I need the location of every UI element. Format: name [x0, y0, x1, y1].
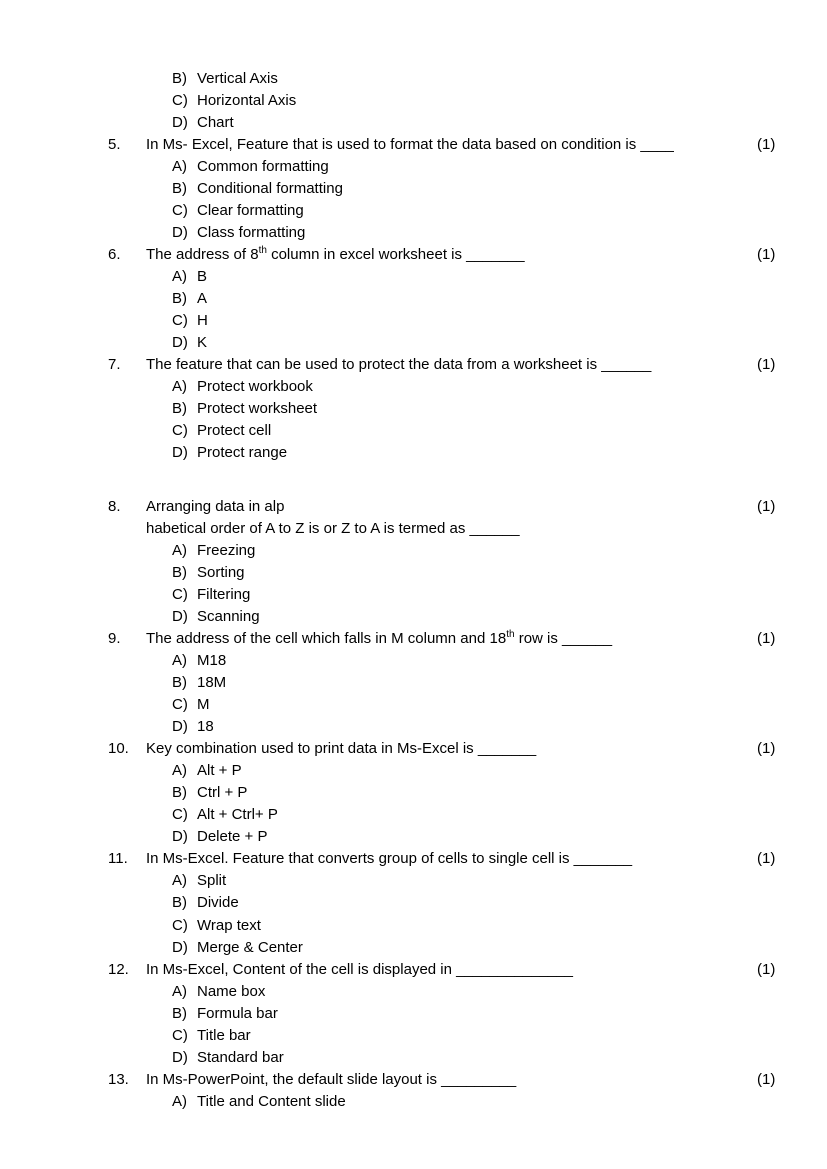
option-text: Wrap text — [197, 917, 261, 934]
option-letter: A) — [172, 872, 187, 889]
option-letter: B) — [172, 70, 187, 87]
option-letter: A) — [172, 652, 187, 669]
question-marks: (1) — [757, 740, 776, 757]
option-letter: D) — [172, 828, 188, 845]
option-row — [0, 981, 827, 1003]
question-marks: (1) — [757, 1071, 776, 1088]
option-text: Ctrl + P — [197, 784, 248, 801]
option-text: Protect workbook — [197, 378, 313, 395]
option-text: Conditional formatting — [197, 180, 343, 197]
option-text: Clear formatting — [197, 202, 304, 219]
option-text: Delete + P — [197, 828, 268, 845]
option-text: Formula bar — [197, 1005, 278, 1022]
option-row — [0, 540, 827, 562]
option-text: Chart — [197, 114, 234, 131]
option-row — [0, 870, 827, 892]
option-row — [0, 1025, 827, 1047]
option-letter: B) — [172, 400, 187, 417]
option-letter: C) — [172, 1027, 188, 1044]
question-text: The address of 8th column in excel worksheet is _______ — [146, 245, 525, 263]
question-number: 8. — [108, 498, 121, 515]
option-text: Vertical Axis — [197, 70, 278, 87]
option-row — [0, 310, 827, 332]
option-row — [0, 760, 827, 782]
option-row — [0, 672, 827, 694]
option-text: Protect worksheet — [197, 400, 318, 417]
question-row — [0, 959, 827, 981]
option-letter: D) — [172, 444, 188, 461]
option-row — [0, 376, 827, 398]
question-row — [0, 628, 827, 650]
question-number: 7. — [108, 356, 121, 373]
option-letter: B) — [172, 290, 187, 307]
option-letter: D) — [172, 224, 188, 241]
option-row — [0, 782, 827, 804]
option-text: Filtering — [197, 586, 251, 603]
superscript: th — [506, 629, 515, 640]
question-row — [0, 1069, 827, 1091]
option-row — [0, 420, 827, 442]
option-letter: A) — [172, 1093, 187, 1110]
question-marks: (1) — [757, 850, 776, 867]
option-row — [0, 1047, 827, 1069]
question-text: In Ms-Excel. Feature that converts group of cells to single cell is _______ — [146, 850, 633, 867]
question-row — [0, 496, 827, 518]
option-row — [0, 332, 827, 354]
option-letter: B) — [172, 784, 187, 801]
option-letter: A) — [172, 983, 187, 1000]
option-text: K — [197, 334, 208, 351]
option-text: Standard bar — [197, 1049, 284, 1066]
question-text: The feature that can be used to protect the data from a worksheet is ______ — [146, 356, 652, 373]
question-text: In Ms- Excel, Feature that is used to format the data based on condition is ____ — [146, 136, 674, 153]
question-marks: (1) — [757, 961, 776, 978]
option-text: Name box — [197, 983, 266, 1000]
option-letter: B) — [172, 564, 187, 581]
option-text: Class formatting — [197, 224, 306, 241]
question-number: 6. — [108, 246, 121, 263]
option-letter: B) — [172, 894, 187, 911]
question-number: 9. — [108, 630, 121, 647]
question-marks: (1) — [757, 246, 776, 263]
option-letter: C) — [172, 696, 188, 713]
question-text: Arranging data in alp — [146, 498, 285, 515]
option-text: Protect range — [197, 444, 288, 461]
option-text: Common formatting — [197, 158, 329, 175]
question-marks: (1) — [757, 136, 776, 153]
option-text: Alt + P — [197, 762, 242, 779]
option-letter: A) — [172, 378, 187, 395]
option-letter: C) — [172, 422, 188, 439]
question-number: 5. — [108, 136, 121, 153]
option-row — [0, 694, 827, 716]
question-text: In Ms-Excel, Content of the cell is displayed in ______________ — [146, 961, 573, 978]
question-text: The address of the cell which falls in M column and 18th row is ______ — [146, 629, 613, 647]
question-text-line2: habetical order of A to Z is or Z to A is termed as ______ — [146, 520, 520, 537]
option-text: M18 — [197, 652, 227, 669]
option-row — [0, 937, 827, 959]
option-row — [0, 804, 827, 826]
question-row — [0, 244, 827, 266]
option-letter: D) — [172, 608, 188, 625]
option-letter: A) — [172, 268, 187, 285]
option-text: Alt + Ctrl+ P — [197, 806, 278, 823]
option-row — [0, 606, 827, 628]
question-row — [0, 134, 827, 156]
option-letter: D) — [172, 718, 188, 735]
option-letter: B) — [172, 180, 187, 197]
question-row — [0, 738, 827, 760]
option-row — [0, 1091, 827, 1113]
option-letter: A) — [172, 158, 187, 175]
option-letter: A) — [172, 762, 187, 779]
question-text: Key combination used to print data in Ms-Excel is _______ — [146, 740, 537, 757]
carry-option — [0, 112, 827, 134]
option-text: M — [197, 696, 210, 713]
option-text: Merge & Center — [197, 939, 303, 956]
option-letter: C) — [172, 806, 188, 823]
option-letter: C) — [172, 917, 188, 934]
option-row — [0, 266, 827, 288]
option-text: Divide — [197, 894, 239, 911]
option-letter: B) — [172, 1005, 187, 1022]
option-text: Horizontal Axis — [197, 92, 297, 109]
option-text: Freezing — [197, 542, 256, 559]
question-continuation — [0, 518, 827, 540]
option-row — [0, 288, 827, 310]
option-text: 18M — [197, 674, 227, 691]
option-letter: D) — [172, 1049, 188, 1066]
option-letter: D) — [172, 114, 188, 131]
option-row — [0, 178, 827, 200]
option-letter: A) — [172, 542, 187, 559]
question-number: 10. — [108, 740, 129, 757]
option-text: Title and Content slide — [197, 1093, 346, 1110]
question-number: 12. — [108, 961, 129, 978]
question-text: In Ms-PowerPoint, the default slide layout is _________ — [146, 1071, 517, 1088]
option-text: B — [197, 268, 208, 285]
option-text: A — [197, 290, 208, 307]
option-letter: D) — [172, 334, 188, 351]
question-number: 13. — [108, 1071, 129, 1088]
option-row — [0, 1003, 827, 1025]
option-row — [0, 442, 827, 464]
option-letter: C) — [172, 586, 188, 603]
option-row — [0, 892, 827, 914]
question-row — [0, 848, 827, 870]
superscript: th — [258, 245, 267, 256]
option-text: Split — [197, 872, 227, 889]
question-row — [0, 354, 827, 376]
option-letter: C) — [172, 312, 188, 329]
option-row — [0, 716, 827, 738]
option-row — [0, 915, 827, 937]
option-text: Protect cell — [197, 422, 272, 439]
option-letter: B) — [172, 674, 187, 691]
option-row — [0, 156, 827, 178]
carry-option — [0, 68, 827, 90]
option-text: Sorting — [197, 564, 245, 581]
option-row — [0, 200, 827, 222]
carry-option — [0, 90, 827, 112]
question-marks: (1) — [757, 498, 776, 515]
option-text: H — [197, 312, 208, 329]
option-text: Title bar — [197, 1027, 251, 1044]
option-letter: D) — [172, 939, 188, 956]
question-number: 11. — [108, 850, 128, 867]
option-row — [0, 584, 827, 606]
option-text: 18 — [197, 718, 214, 735]
option-letter: C) — [172, 92, 188, 109]
question-marks: (1) — [757, 630, 776, 647]
option-row — [0, 562, 827, 584]
option-row — [0, 826, 827, 848]
option-text: Scanning — [197, 608, 260, 625]
option-row — [0, 650, 827, 672]
option-letter: C) — [172, 202, 188, 219]
question-marks: (1) — [757, 356, 776, 373]
option-row — [0, 222, 827, 244]
option-row — [0, 398, 827, 420]
